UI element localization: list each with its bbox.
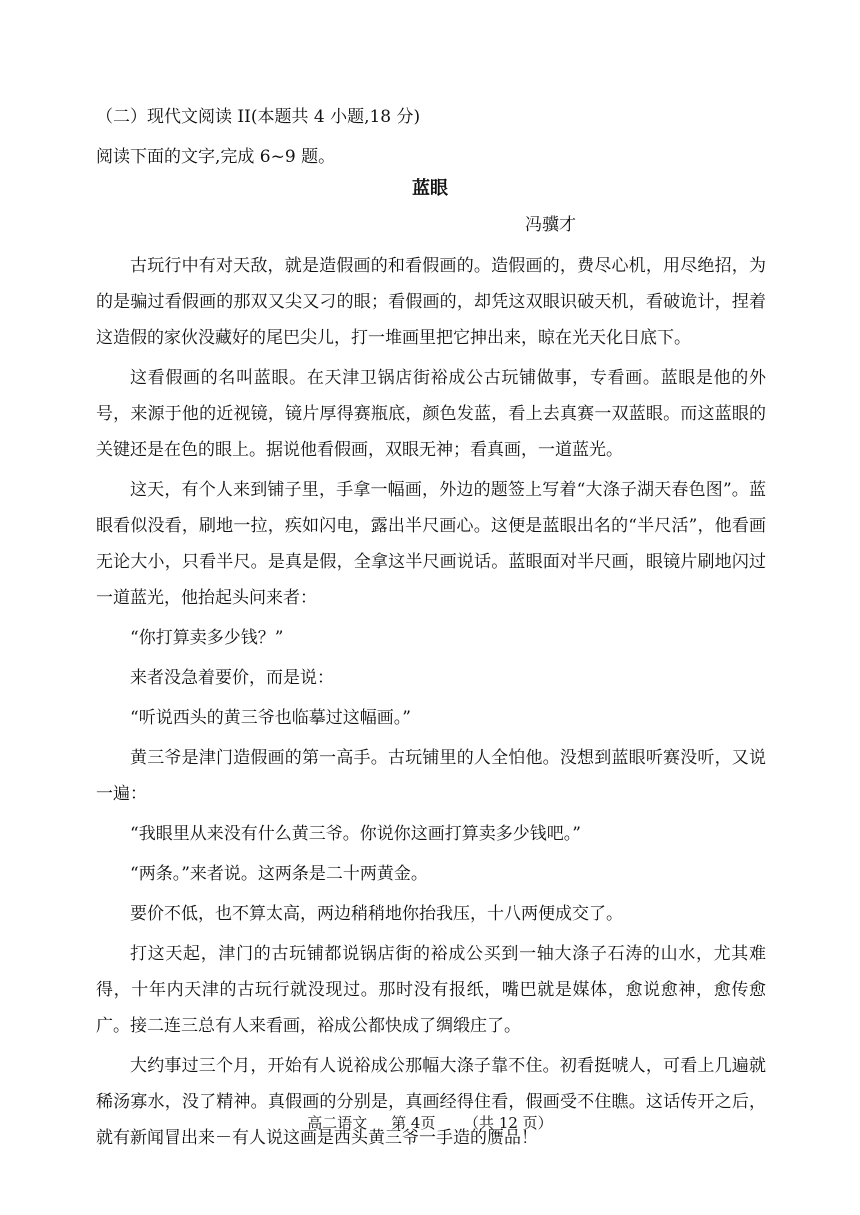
page-footer: 高二语文 第 4页 （共 12 页） <box>307 1114 553 1132</box>
paragraph: 这天，有个人来到铺子里，手拿一幅画，外边的题签上写着“大涤子湖天春色图”。蓝眼看似没看，刷地一拉，疾如闪电，露出半尺画心。这便是蓝眼出名的“半尺活”，他看画无论大小，只看半尺。是真是假，全拿这半尺画说话。蓝眼面对半尺画，眼镜片刷地闪过一道蓝光，他抬起头问来者： <box>96 480 766 608</box>
article-title: 蓝眼 <box>412 178 448 199</box>
paragraph: “我眼里从来没有什么黄三爷。你说你这画打算卖多少钱吧。” <box>130 824 581 844</box>
article-body <box>96 248 766 1160</box>
section-header: （二）现代文阅读 II(本题共 4 小题,18 分) <box>96 107 421 127</box>
paragraph: 古玩行中有对天敌，就是造假画的和看假画的。造假画的，费尽心机，用尽绝招，为的是骗过看假画的那双又尖又刁的眼；看假画的，却凭这双眼识破天机，看破诡计，捏着这造假的家伙没藏好的尾巴尖儿，打一堆画里把它抻出来，晾在光天化日底下。 <box>96 256 766 348</box>
paragraph: 来者没急着要价，而是说： <box>130 668 334 688</box>
reading-instruction: 阅读下面的文字,完成 6~9 题。 <box>96 147 336 167</box>
paragraph: 黄三爷是津门造假画的第一高手。古玩铺里的人全怕他。没想到蓝眼听赛没听，又说一遍： <box>96 748 766 804</box>
paragraph: “听说西头的黄三爷也临摹过这幅画。” <box>130 708 411 728</box>
paragraph: “两条。”来者说。这两条是二十两黄金。 <box>130 864 428 884</box>
paragraph: “你打算卖多少钱？” <box>130 628 284 648</box>
paragraph: 打这天起，津门的古玩铺都说锅店街的裕成公买到一轴大涤子石涛的山水，尤其难得，十年内天津的古玩行就没现过。那时没有报纸，嘴巴就是媒体，愈说愈神，愈传愈广。接二连三总有人来看画，裕成公都快成了绸缎庄了。 <box>96 944 766 1036</box>
paragraph: 这看假画的名叫蓝眼。在天津卫锅店街裕成公古玩铺做事，专看画。蓝眼是他的外号，来源于他的近视镜，镜片厚得赛瓶底，颜色发蓝，看上去真赛一双蓝眼。而这蓝眼的关键还是在色的眼上。据说他看假画，双眼无神；看真画，一道蓝光。 <box>96 368 766 460</box>
article-author: 冯骥才 <box>525 215 576 235</box>
paragraph: 要价不低，也不算太高，两边稍稍地你抬我压，十八两便成交了。 <box>130 904 623 924</box>
paragraph: 大约事过三个月，开始有人说裕成公那幅大涤子靠不住。初看挺唬人，可看上几遍就稀汤寡水，没了精神。真假画的分别是，真画经得住看，假画受不住瞧。这话传开之后，就有新闻冒出来－有人说这画是西头黄三爷一手造的赝品！ <box>96 1056 766 1148</box>
